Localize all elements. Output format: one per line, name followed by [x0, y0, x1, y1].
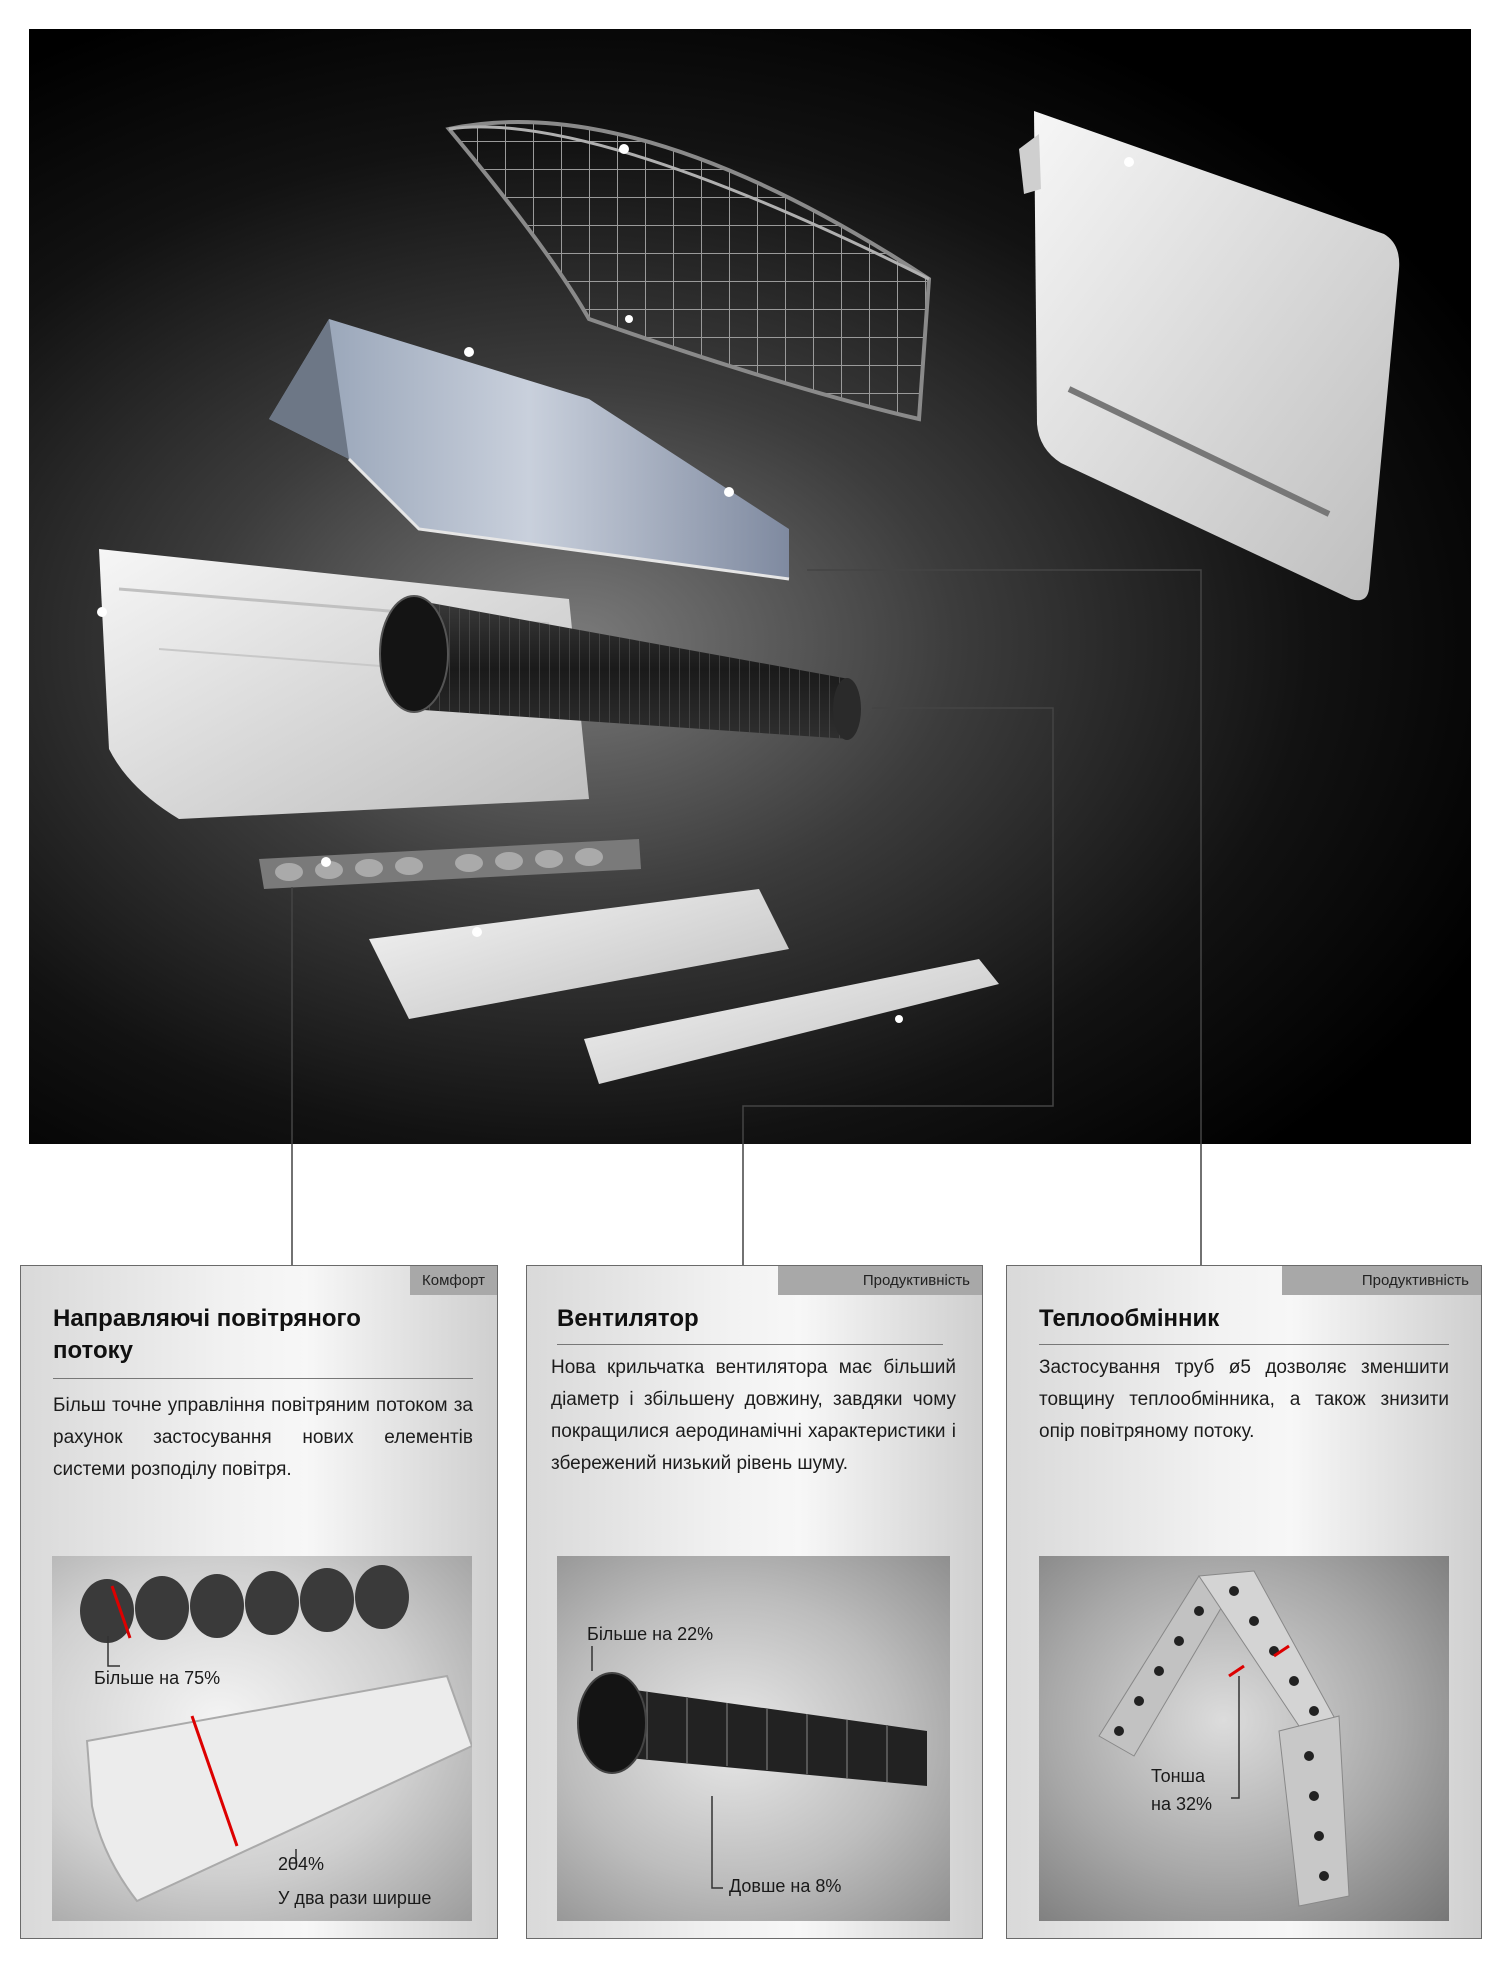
louver-detail-image — [52, 1556, 472, 1921]
panel-description: Нова крильчатка вентилятора має більший діаметр і збільшену довжину, завдяки чому покращилися аеродинамічні характеристики і збережений низький рівень шуму. — [551, 1357, 956, 1474]
front-panel — [1019, 111, 1399, 600]
thinner-label-line2: на 32% — [1151, 1794, 1212, 1814]
length-increase-label: Довше на 8% — [729, 1876, 842, 1896]
panel-fan — [526, 1265, 983, 1939]
panel-tag: Продуктивність — [778, 1266, 982, 1295]
panel-title: Теплообмінник — [1039, 1305, 1220, 1332]
louver-detail-drawing — [52, 1556, 472, 1921]
flap-wider-label: У два рази ширше — [278, 1888, 432, 1908]
exploded-parts — [29, 29, 1471, 1144]
panel-description: Більш точне управління повітряним потоком за рахунок застосування нових елементів системи розподілу повітря. — [53, 1395, 473, 1480]
panel-air-guides — [20, 1265, 498, 1939]
title-divider — [1039, 1344, 1449, 1345]
diameter-increase-label: Більше на 22% — [587, 1624, 714, 1644]
louver-increase-label: Більше на 75% — [94, 1668, 221, 1688]
flap-percent-label: 204% — [278, 1854, 325, 1874]
panel-heat-exchanger — [1006, 1265, 1482, 1939]
panel-tag: Комфорт — [410, 1266, 497, 1295]
panel-description: Застосування труб ø5 дозволяє зменшити товщину теплообмінника, а також знизити опір повітряному потоку. — [1039, 1357, 1449, 1442]
panel-title: Вентилятор — [557, 1305, 699, 1332]
air-filter — [449, 122, 929, 419]
coil-right — [1199, 1571, 1339, 1741]
title-divider — [53, 1378, 473, 1379]
fan-detail-drawing — [557, 1556, 950, 1921]
title-divider — [557, 1344, 943, 1345]
louver-blades — [80, 1565, 409, 1643]
horizontal-flap-lower — [584, 959, 999, 1084]
exploded-view-illustration — [29, 29, 1471, 1144]
fan-end-cap — [578, 1673, 646, 1773]
heat-exchanger-detail-image — [1039, 1556, 1449, 1921]
vertical-louvers — [259, 839, 641, 889]
coil-bottom — [1279, 1716, 1349, 1906]
fan-detail-image — [557, 1556, 950, 1921]
heat-exchanger-detail-drawing — [1039, 1556, 1449, 1921]
horizontal-flap-upper — [369, 889, 789, 1019]
thickness-arrow-inner — [1229, 1666, 1244, 1676]
thinner-label-line1: Тонша — [1151, 1766, 1205, 1786]
panel-tag: Продуктивність — [1282, 1266, 1481, 1295]
panel-title: Направляючі повітряного потоку — [53, 1305, 361, 1364]
